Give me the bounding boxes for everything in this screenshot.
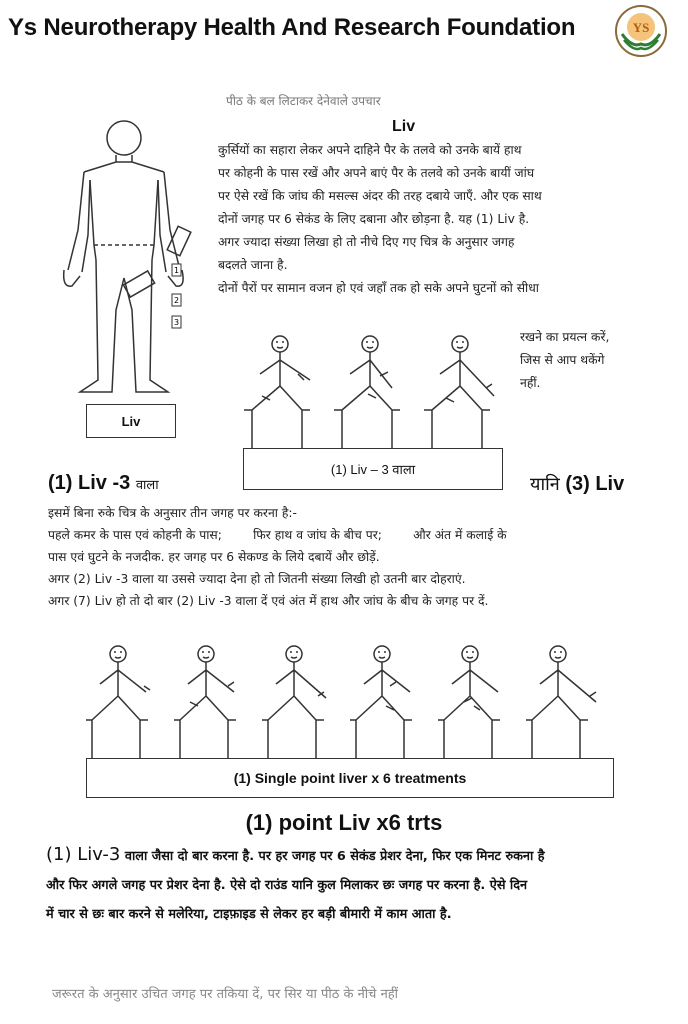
liv3-stick-figures xyxy=(240,326,510,448)
page-subtitle: पीठ के बल लिटाकर देनेवाले उपचार xyxy=(226,94,381,108)
intro-tail-line: नहीं. xyxy=(520,376,541,390)
body-figure-label: Liv xyxy=(86,404,176,438)
section2-line: वाला जैसा दो बार करना है. पर हर जगह पर 6 सेकंड प्रेशर देना, फिर एक मिनट रुकना है xyxy=(124,849,545,864)
section1-paragraph xyxy=(48,502,668,612)
section1-line: पास एवं घुटने के नजदीक. हर जगह पर 6 सेकण्ड के लिये दबायें और छोड़ें. xyxy=(48,550,380,564)
section1-line: पहले कमर के पास एवं कोहनी के पास; फिर हाथ व जांघ के बीच पर; और अंत में कलाई के xyxy=(48,528,507,542)
intro-line: पर ऐसे रखें कि जांघ की मसल्स अंदर की तरह दबाये जाएँ. और एक साथ xyxy=(218,189,542,203)
footer-note: जरूरत के अनुसार उचित जगह पर तकिया दें, पर सिर या पीठ के नीचे नहीं xyxy=(52,987,399,1002)
section1-heading-text: (1) Liv -3 xyxy=(48,472,131,494)
liv-title: Liv xyxy=(392,118,416,135)
body-point-1: 1 xyxy=(174,266,180,275)
liv3-diagram-label: (1) Liv – 3 वाला xyxy=(243,448,503,490)
intro-tail-line: जिस से आप थकेंगे xyxy=(520,353,605,367)
section1-line: अगर (2) Liv -3 वाला या उससे ज्यादा देना हो तो जितनी संख्या लिखी हो उतनी बार दोहराएं. xyxy=(48,572,466,586)
intro-line: अगर ज्यादा संख्या लिखा हो तो नीचे दिए गए चित्र के अनुसार जगह xyxy=(218,235,515,249)
page-header-title: Ys Neurotherapy Health And Research Foundation xyxy=(8,14,576,41)
section1-line: इसमें बिना रुके चित्र के अनुसार तीन जगह पर करना है:- xyxy=(48,506,297,520)
section2-heading: (1) point Liv x6 trts xyxy=(245,810,443,835)
section2-line: में चार से छः बार करने से मलेरिया, टाइफ़ाइड से लेकर हर बड़ी बीमारी में काम आता है. xyxy=(46,907,452,922)
intro-line: दोनों पैरों पर सामान वजन हो एवं जहाँ तक हो सके अपने घुटनों को सीधा xyxy=(218,281,539,295)
single-point-diagram-label: (1) Single point liver x 6 treatments xyxy=(86,758,614,798)
intro-paragraph xyxy=(218,139,668,300)
section1-line: अगर (7) Liv हो तो दो बार (2) Liv -3 वाला दें एवं अंत में हाथ और जांघ के बीच के जगह पर दें. xyxy=(48,594,489,608)
section2-first: (1) Liv-3 xyxy=(46,844,121,865)
intro-tail-line: रखने का प्रयत्न करें, xyxy=(520,330,610,344)
body-figure xyxy=(54,110,204,400)
intro-line: दोनों जगह पर 6 सेकंड के लिए दबाना और छोड़ना है. यह (1) Liv है. xyxy=(218,212,530,226)
intro-line: पर कोहनी के पास रखें और अपने बाएं पैर के तलवे को उनके बायीं जांघ xyxy=(218,166,535,180)
foundation-logo xyxy=(614,4,668,58)
section1-heading-suffix: वाला xyxy=(135,477,159,492)
svg-text:YS: YS xyxy=(632,20,650,35)
intro-tail xyxy=(520,326,670,395)
section2-line: और फिर अगले जगह पर प्रेशर देना है. ऐसे दो राउंड यानि कुल मिलाकर छः जगह पर करना है. ऐसे दिन xyxy=(46,878,528,893)
single-point-stick-figures xyxy=(82,640,622,758)
body-point-3: 3 xyxy=(174,318,180,327)
body-point-2: 2 xyxy=(174,296,180,305)
section1-right-heading xyxy=(530,472,624,496)
section1-heading xyxy=(48,472,159,495)
section1-right-text: (3) Liv xyxy=(565,473,625,495)
intro-line: कुर्सियों का सहारा लेकर अपने दाहिने पैर के तलवे को उनके बायें हाथ xyxy=(218,143,522,157)
intro-line: बदलते जाना है. xyxy=(218,258,288,272)
section2-paragraph xyxy=(46,840,668,929)
section1-right-prefix: यानि xyxy=(530,474,560,494)
